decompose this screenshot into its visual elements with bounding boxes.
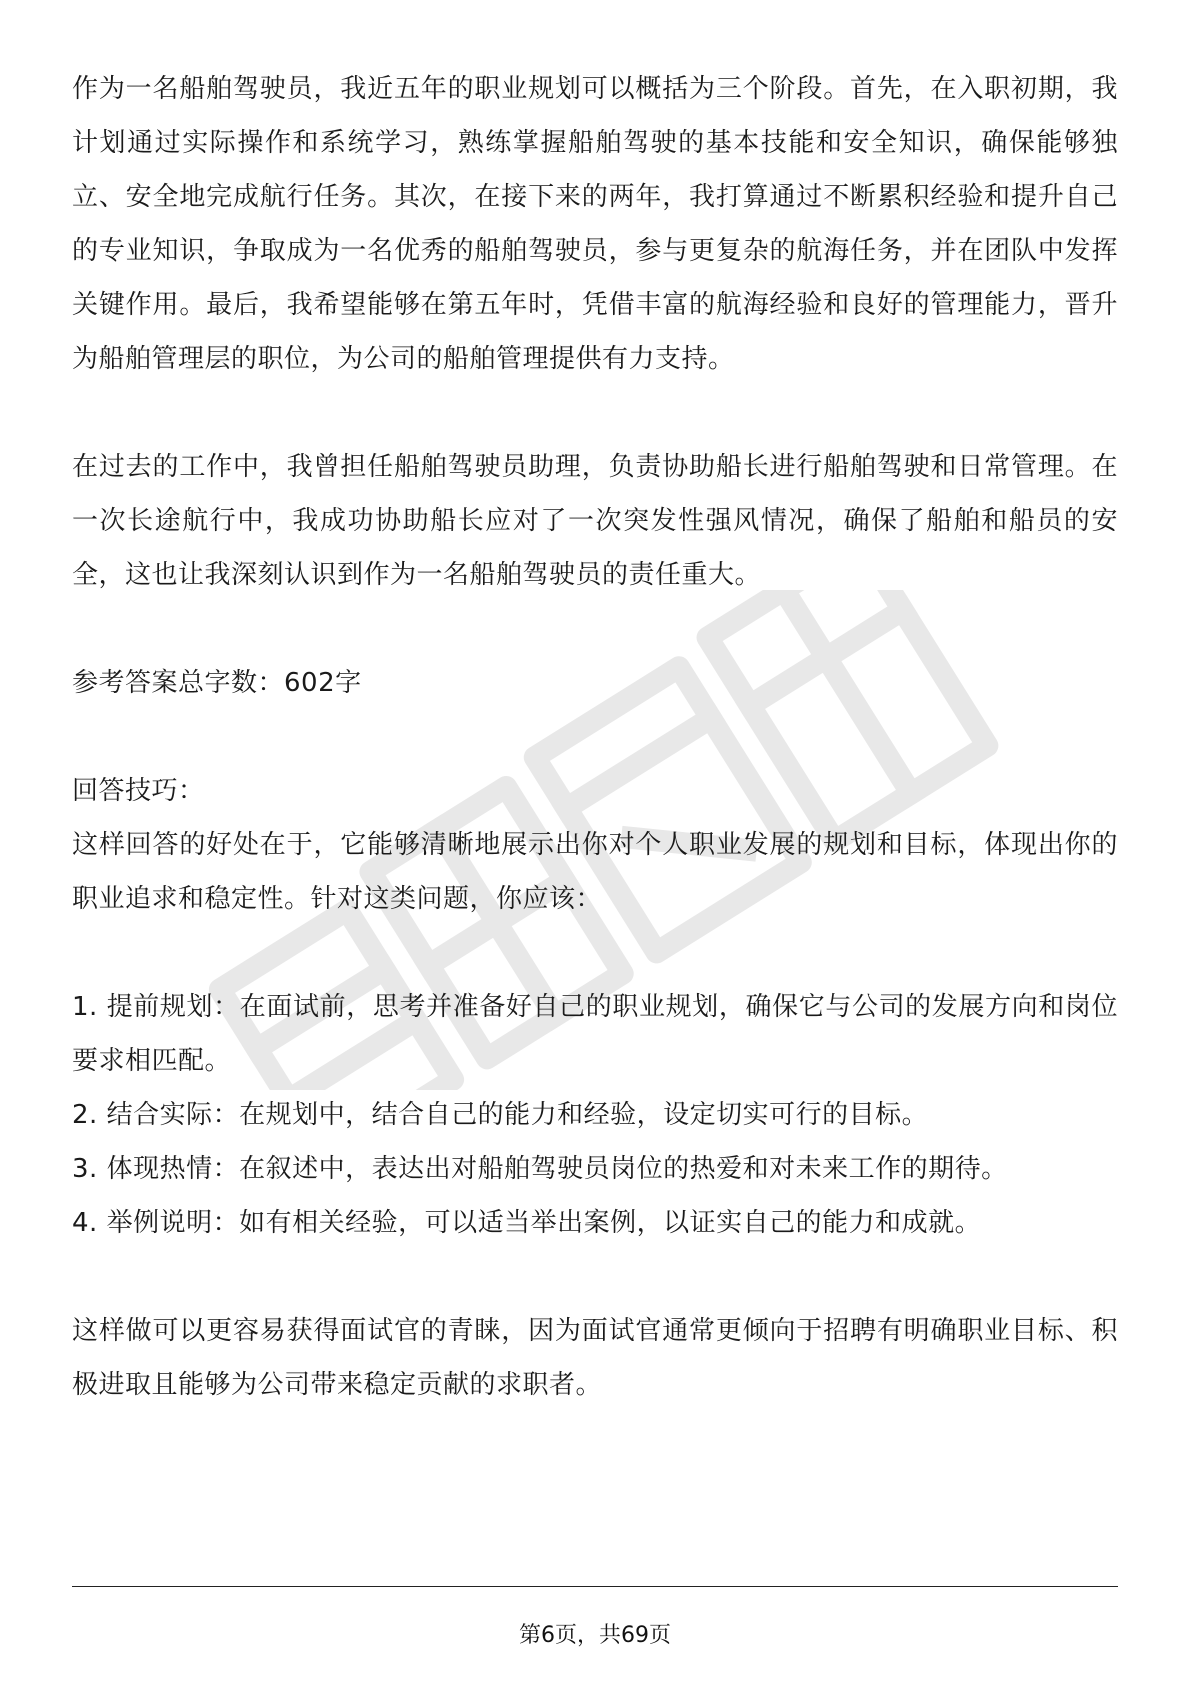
paragraph-spacer <box>72 710 1118 764</box>
answer-paragraph-1: 作为一名船舶驾驶员，我近五年的职业规划可以概括为三个阶段。首先，在入职初期，我计划通过实际操作和系统学习，熟练掌握船舶驾驶的基本技能和安全知识，确保能够独立、安全地完成航行任务。其次，在接下来的两年，我打算通过不断累积经验和提升自己的专业知识，争取成为一名优秀的船舶驾驶员，参与更复杂的航海任务，并在团队中发挥关键作用。最后，我希望能够在第五年时，凭借丰富的航海经验和良好的管理能力，晋升为船舶管理层的职位，为公司的船舶管理提供有力支持。 <box>72 74 1118 374</box>
closing-paragraph: 这样做可以更容易获得面试官的青睐，因为面试官通常更倾向于招聘有明确职业目标、积极进取且能够为公司带来稳定贡献的求职者。 <box>72 1316 1118 1400</box>
paragraph-spacer <box>72 926 1118 980</box>
page-number: 第6页，共69页 <box>519 1623 671 1648</box>
paragraph-spacer <box>72 1250 1118 1304</box>
tips-heading: 回答技巧： <box>72 776 205 806</box>
word-count: 参考答案总字数：602字 <box>72 668 362 698</box>
paragraph-spacer <box>72 602 1118 656</box>
tips-intro: 这样回答的好处在于，它能够清晰地展示出你对个人职业发展的规划和目标，体现出你的职业追求和稳定性。针对这类问题，你应该： <box>72 830 1118 914</box>
tip-item-1: 1. 提前规划：在面试前，思考并准备好自己的职业规划，确保它与公司的发展方向和岗位要求相匹配。 <box>72 992 1118 1076</box>
tip-item-4: 4. 举例说明：如有相关经验，可以适当举出案例，以证实自己的能力和成就。 <box>72 1208 982 1238</box>
paragraph-spacer <box>72 386 1118 440</box>
footer-divider <box>72 1586 1118 1587</box>
tip-item-2: 2. 结合实际：在规划中，结合自己的能力和经验，设定切实可行的目标。 <box>72 1100 929 1130</box>
document-body <box>72 62 1118 1412</box>
tip-item-3: 3. 体现热情：在叙述中，表达出对船舶驾驶员岗位的热爱和对未来工作的期待。 <box>72 1154 1008 1184</box>
answer-paragraph-2: 在过去的工作中，我曾担任船舶驾驶员助理，负责协助船长进行船舶驾驶和日常管理。在一次长途航行中，我成功协助船长应对了一次突发性强风情况，确保了船舶和船员的安全，这也让我深刻认识到作为一名船舶驾驶员的责任重大。 <box>72 452 1118 590</box>
